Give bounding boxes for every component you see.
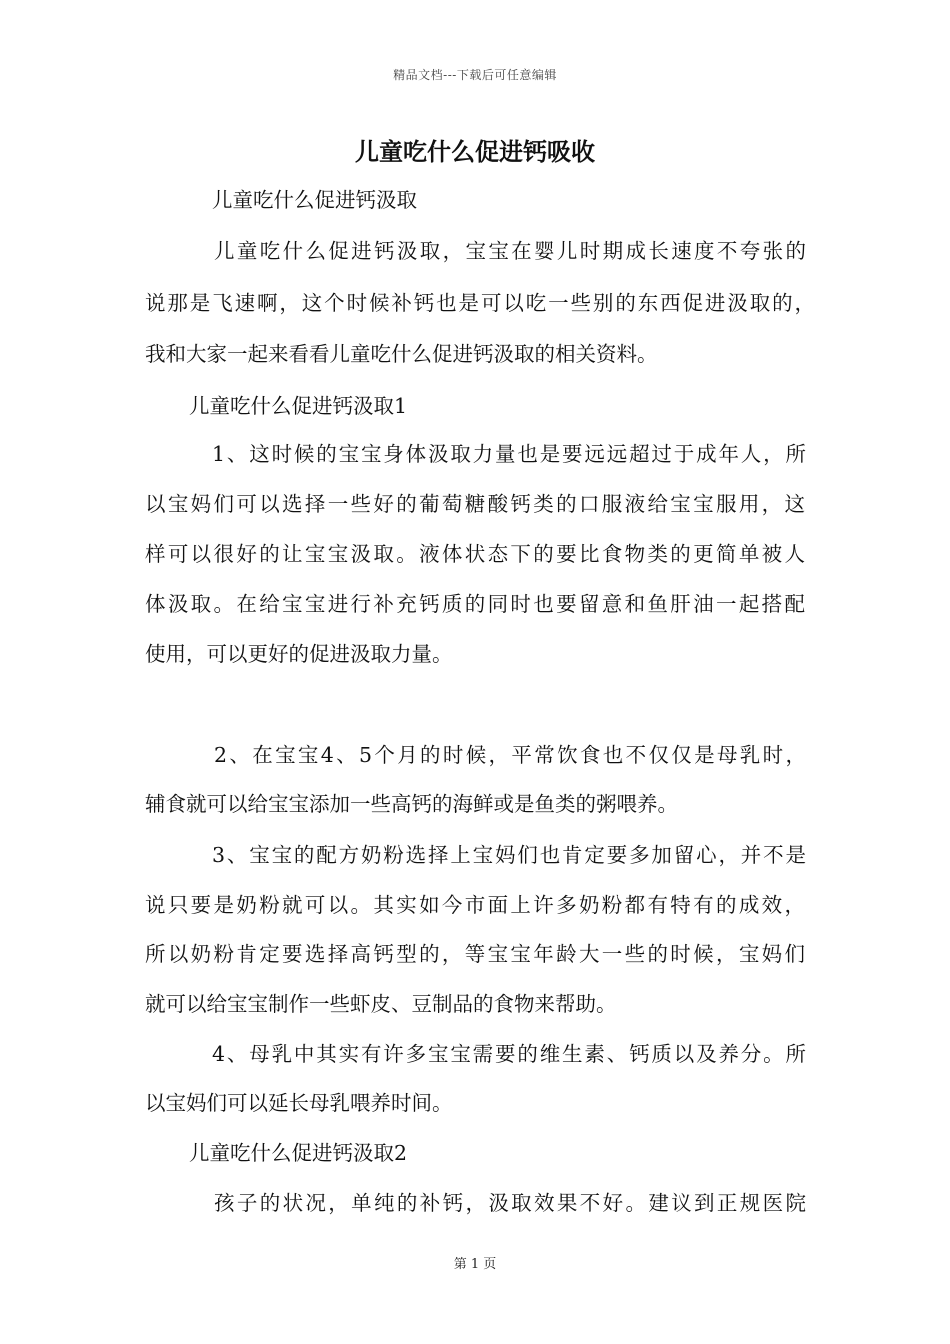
paragraph-line: 使用，可以更好的促进汲取力量。 — [145, 642, 453, 666]
paragraph-line: 孩子的状况，单纯的补钙，汲取效果不好。建议到正规医院 — [214, 1191, 806, 1215]
document-title: 儿童吃什么促进钙吸收 — [355, 137, 595, 166]
paragraph-line: 以宝妈们可以选择一些好的葡萄糖酸钙类的口服液给宝宝服用，这 — [145, 492, 805, 516]
paragraph-line: 就可以给宝宝制作一些虾皮、豆制品的食物来帮助。 — [145, 992, 617, 1016]
paragraph-line: 所以奶粉肯定要选择高钙型的，等宝宝年龄大一些的时候，宝妈们 — [145, 942, 805, 966]
paragraph-line: 样可以很好的让宝宝汲取。液体状态下的要比食物类的更简单被人 — [145, 542, 805, 566]
paragraph-line: 2、在宝宝4、5个月的时候，平常饮食也不仅仅是母乳时， — [214, 743, 806, 767]
paragraph-line: 我和大家一起来看看儿童吃什么促进钙汲取的相关资料。 — [145, 342, 658, 366]
paragraph-line: 儿童吃什么促进钙汲取，宝宝在婴儿时期成长速度不夸张的 — [214, 239, 806, 263]
paragraph-line: 辅食就可以给宝宝添加一些高钙的海鲜或是鱼类的粥喂养。 — [145, 792, 678, 816]
paragraph-line: 3、宝宝的配方奶粉选择上宝妈们也肯定要多加留心，并不是 — [212, 843, 806, 867]
paragraph-line: 4、母乳中其实有许多宝宝需要的维生素、钙质以及养分。所 — [212, 1042, 806, 1066]
paragraph-line: 说只要是奶粉就可以。其实如今市面上许多奶粉都有特有的成效， — [145, 893, 805, 917]
page-footer: 第 1 页 — [453, 1257, 497, 1272]
section-heading: 儿童吃什么促进钙汲取2 — [189, 1141, 408, 1165]
section-heading: 儿童吃什么促进钙汲取1 — [189, 394, 408, 418]
paragraph-line: 儿童吃什么促进钙汲取 — [212, 188, 417, 212]
paragraph-line: 体汲取。在给宝宝进行补充钙质的同时也要留意和鱼肝油一起搭配 — [145, 592, 805, 616]
paragraph-line: 1、这时候的宝宝身体汲取力量也是要远远超过于成年人，所 — [212, 442, 806, 466]
page-header: 精品文档---下载后可任意编辑 — [393, 68, 557, 82]
paragraph-line: 以宝妈们可以延长母乳喂养时间。 — [145, 1091, 453, 1115]
paragraph-line: 说那是飞速啊，这个时候补钙也是可以吃一些别的东西促进汲取的， — [145, 291, 815, 315]
